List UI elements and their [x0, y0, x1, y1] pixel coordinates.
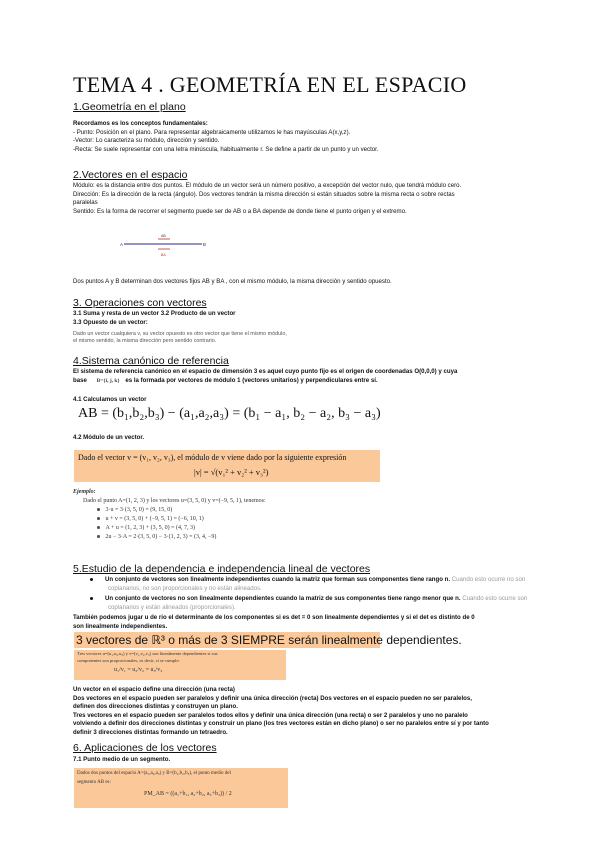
modulo-box-line2: |v| = √(v₁² + v₂² + v₃²) [194, 467, 269, 477]
section-3-heading: 3. Operaciones con vectores [73, 297, 207, 309]
vector-ab-formula: AB = (b₁,b₂,b₃) − (a₁,a₂,a₃) = (b₁ − a₁, b₂ − a₂, b₃ − a₃) [78, 406, 381, 421]
modulo-formula-box [74, 450, 380, 482]
section-5-after [73, 614, 475, 631]
bullet-bold-text: Un conjunto de vectores son linealmente independientes cuando la matriz que forman sus componentes tiene rango n. [105, 576, 451, 583]
bullet [97, 508, 100, 511]
base-label: base [73, 376, 87, 384]
section-4-heading: 4.Sistema canónico de referencia [73, 355, 229, 367]
example-block [73, 488, 266, 542]
section-2-after: Dos puntos A y B determinan dos vectores fijos AB y BA , con el mismo módulo, la misma dirección y sentido opuesto. [73, 278, 392, 285]
midpoint-line: segmento AB es: [77, 780, 111, 785]
proportional-line: Tres vectores u=(u₁,u₂,u₃) y v=(v₁,v₂,v₃) son linealmente dependientes si sus [77, 651, 218, 656]
proportional-formula: u₁/v₁ = u₂/v₂ = u₃/v₃ [114, 667, 163, 673]
list-item-text: 3·u = 3·(3, 5, 0) = (9, 15, 0) [105, 507, 173, 513]
text-line: 3.1 Suma y resta de un vector 3.2 Producto de un vector [73, 310, 236, 317]
sub-7-1: 7.1 Punto medio de un segmento. [73, 756, 171, 763]
bullet [97, 517, 100, 520]
faint-line: el mismo sentido, la misma dirección pero sentido contrario. [73, 338, 217, 344]
section-3-faint [73, 331, 287, 345]
list-item [97, 524, 266, 533]
text-line: -Vector: Lo caracteriza su módulo, dirección y sentido. [73, 137, 220, 145]
midpoint-box [74, 768, 288, 808]
section-5-heading: 5.Estudio de la dependencia e independencia lineal de vectores [73, 563, 371, 575]
text-line: Sentido: Es la forma de recorrer el segmento puede ser de AB o a BA depende de donde tiene el punto origen y el extremo. [73, 207, 407, 215]
text-line: Dos vectores en el espacio pueden ser paralelos y definir una única dirección (recta) Dos vectores en el espacio pueden no ser paralelos, [73, 694, 472, 702]
text-line: - Punto: Posición en el plano. Para representar algebraicamente utilizamos le has mayúsculas A(x,y,z). [73, 128, 351, 136]
text-line: volviendo a definir dos direcciones distintas y construir un plano (los tres vectores están en dicho plano) o ser no paralelos entre sí y por tanto [73, 720, 489, 728]
text-line: Recordamos es los conceptos fundamentales: [73, 120, 208, 127]
text-line: También podemos jugar u de rio el determinante de los componentes si es det = 0 son linealmente dependientes y si el det es distinto de 0 [73, 614, 475, 621]
list-item-text: 2u − 3·A = 2·(3, 5, 0) − 3·(1, 2, 3) = (3, 4, −9) [105, 534, 217, 540]
section-5-planes [73, 686, 489, 738]
bullet-item [90, 595, 530, 612]
example-list [97, 506, 266, 542]
modulo-box-line1: Dado el vector v = (v₁, v₂, v₃), el módulo de v viene dado por la siguiente expresión [78, 453, 347, 462]
section-1-heading: 1.Geometría en el plano [73, 101, 186, 113]
list-item-text: u + v = (3, 5, 0) + (−9, 5, 1) = (−6, 10, 1) [105, 516, 204, 522]
big-statement-text: 3 vectores de ℝ³ o más de 3 SIEMPRE serán linealmente dependientes. [76, 633, 462, 647]
section-5-bullets [90, 576, 530, 612]
bullet-item [90, 576, 530, 593]
proportional-line: componentes son proporcionales, es decir, si se cumple: [77, 658, 180, 663]
text-line: son linealmente independientes. [73, 622, 168, 630]
midpoint-formula: PM_AB = ((a₁+b₁, a₂+b₂, a₃+b₃)) / 2 [144, 791, 232, 797]
text-line: Dirección: Es la dirección de la recta (ángulo). Dos vectores tendrán la misma dirección si están situados sobre la misma recta o sobre rectas [73, 190, 455, 198]
section-2-body [73, 182, 461, 216]
proportional-box [74, 650, 286, 680]
section-6-heading: 6. Aplicaciones de los vectores [73, 742, 217, 754]
text-line: -Recta: Se suele representar con una letra minúscula, habitualmente r. Se define a partir de un punto y un vector. [73, 145, 379, 153]
example-intro: Dado el punto A=(1, 2, 3) y los vectores u=(3, 5, 0) y v=(−9, 5, 1), tenemos: [83, 498, 266, 504]
list-item [97, 515, 266, 524]
base-rest: es la formada por vectores de módulo 1 (vectores unitarios) y perpendiculares entre sí. [125, 376, 378, 384]
document-title: TEMA 4 . GEOMETRÍA EN EL ESPACIO [73, 72, 467, 97]
bullet-gray-text: Cuando esto ocurre son coplanarios y están alineados (proporcionales). [108, 595, 528, 611]
midpoint-line: Dados dos puntos del espacio A=(a₁,a₂,a₃) y B=(b₁,b₂,b₃), el punto medio del [77, 771, 231, 776]
section-4-body [73, 368, 457, 385]
list-item-text: A + u = (1, 2, 3) + (3, 5, 0) = (4, 7, 3) [105, 525, 196, 531]
vector-ab-diagram [118, 232, 208, 264]
bullet-bold-text: Un conjunto de vectores no son linealmente dependientes cuando la matriz de sus componentes tiene rango menor que n. [105, 595, 461, 603]
section-1-body [73, 120, 379, 154]
text-line: Tres vectores en el espacio pueden ser paralelos todos ellos y definir una única dirección (una recta) o ser 2 paralelos y uno no paralelo [73, 711, 468, 719]
faint-line: Dado un vector cualquiera v, su vector opuesto es otro vector que tiene el mismo módulo, [73, 331, 287, 337]
text-line: 3.3 Opuesto de un vector: [73, 318, 148, 326]
bullet [90, 578, 93, 581]
text-line: paralelas [73, 199, 98, 207]
bullet-gray-text: Cuando esto ocurre no son coplanarios, no son proporcionales y no están alineados. [108, 576, 526, 592]
list-item [97, 506, 266, 515]
base-formula: B={i, j, k} [96, 377, 120, 384]
vector-ab-label: AB [161, 234, 166, 238]
text-line: El sistema de referencia canónico en el espacio de dimensión 3 es aquel cuyo punto fijo es el origen de coordenadas O(0,0,0) y cuya [73, 368, 458, 375]
text-line: definir 3 direcciones distintas formando un tetraedro. [73, 728, 228, 736]
text-line: Módulo: es la distancia entre dos puntos. El módulo de un vector será un número positivo, a excepción del vector nulo, que tendrá módulo cero. [73, 182, 462, 189]
bullet [90, 597, 93, 600]
bullet [97, 526, 100, 529]
example-label: Ejemplo: [73, 489, 96, 495]
point-a-label: A [120, 242, 124, 247]
text-line [73, 377, 457, 386]
point-b-label: B [203, 242, 207, 247]
vector-ba-label: BA [161, 253, 166, 257]
section-3-body [73, 310, 236, 327]
bullet [97, 535, 100, 538]
text-line: definen dos direcciones distintas y construyen un plano. [73, 703, 238, 711]
section-2-heading: 2.Vectores en el espacio [73, 169, 188, 181]
list-item [97, 533, 266, 542]
text-line: Un vector en el espacio define una dirección (una recta) [73, 686, 235, 693]
sub-4-1: 4.1 Calculamos un vector [73, 396, 147, 403]
big-statement-box [74, 632, 462, 648]
sub-4-2: 4.2 Módulo de un vector. [73, 434, 145, 441]
